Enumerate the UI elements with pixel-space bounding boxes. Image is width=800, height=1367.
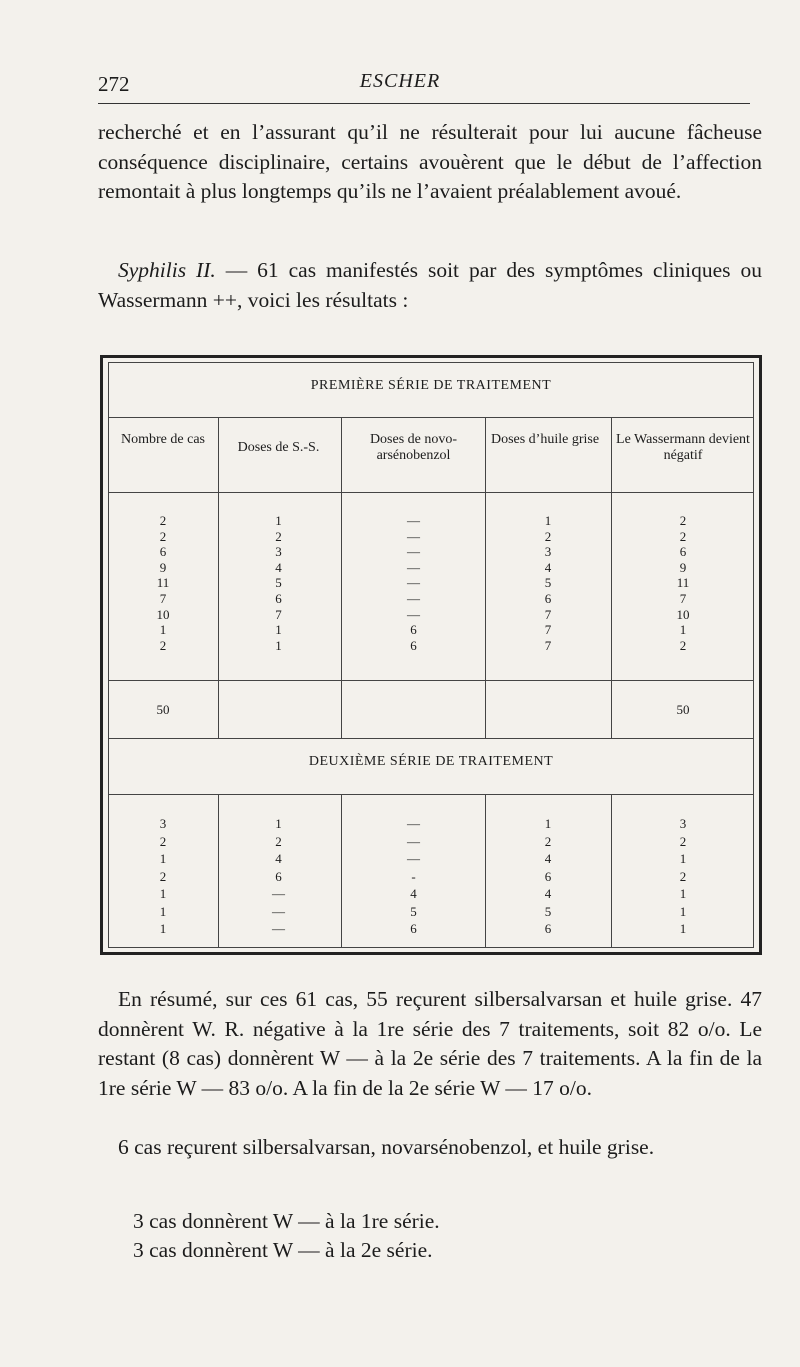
s2-ss: 2 xyxy=(275,833,282,849)
s1-ss: 1 xyxy=(275,622,282,638)
s2-col-ss xyxy=(221,815,336,938)
s2-novo: 6 xyxy=(410,921,417,936)
s2-ss: 1 xyxy=(275,816,282,831)
s2-nombre: 1 xyxy=(159,886,167,901)
s1-novo: — xyxy=(407,513,420,528)
s1-wass: 2 xyxy=(679,513,687,528)
s2-wass: 1 xyxy=(679,886,687,901)
s1-ss: 3 xyxy=(275,544,282,560)
total-nombre: 50 xyxy=(156,702,170,717)
s2-wass: 2 xyxy=(679,868,687,884)
paragraph-serie2: 3 cas donnèrent W — à la 2e série. xyxy=(133,1238,433,1262)
syphilis-heading: Syphilis II. xyxy=(118,258,216,282)
s2-divider-2 xyxy=(341,794,342,948)
s2-novo: 4 xyxy=(410,886,417,901)
s2-huile: 1 xyxy=(544,816,552,831)
s1-wass: 7 xyxy=(679,590,687,606)
rule-below-totals xyxy=(108,738,754,739)
s1-wass: 1 xyxy=(679,622,687,638)
s2-nombre: 3 xyxy=(159,816,167,831)
s2-col-novo xyxy=(346,815,481,938)
header-huile: Doses d’huile grise xyxy=(490,432,600,447)
rule-under-headers xyxy=(108,492,754,493)
s1-wass: 2 xyxy=(679,637,687,653)
s1-wass: 9 xyxy=(679,559,687,575)
s2-wass: 1 xyxy=(679,921,687,936)
s1-novo: — xyxy=(407,606,420,622)
results-table xyxy=(100,355,762,955)
header-rule xyxy=(98,103,750,104)
s1-huile: 5 xyxy=(544,575,552,591)
s1-ss: 5 xyxy=(275,575,282,591)
s1-nombre: 10 xyxy=(156,606,170,622)
s2-novo: — xyxy=(407,833,420,849)
s2-wass: 1 xyxy=(679,851,687,866)
s2-wass: 3 xyxy=(679,816,687,831)
total-wass: 50 xyxy=(676,702,690,717)
paragraph-syphilis xyxy=(98,256,762,315)
s1-ss: 6 xyxy=(275,590,282,606)
s2-novo: — xyxy=(407,851,420,866)
s1-col-ss xyxy=(221,513,336,653)
table-title-1: PREMIÈRE SÉRIE DE TRAITEMENT xyxy=(310,378,552,393)
s1-col-wass xyxy=(611,513,755,653)
rule-under-title2 xyxy=(108,794,754,795)
s1-nombre: 1 xyxy=(159,622,167,638)
s1-wass: 2 xyxy=(679,528,687,544)
s2-nombre: 1 xyxy=(159,921,167,936)
s1-ss: 2 xyxy=(275,528,282,544)
s2-col-huile xyxy=(485,815,611,938)
s1-huile: 7 xyxy=(544,637,552,653)
s2-nombre: 1 xyxy=(159,851,167,866)
s1-nombre: 9 xyxy=(159,559,167,575)
header-nombre: Nombre de cas xyxy=(121,432,205,447)
s2-col-wass xyxy=(611,815,755,938)
s2-divider-1 xyxy=(218,794,219,948)
s2-ss: 6 xyxy=(275,868,282,884)
s1-ss: 1 xyxy=(275,637,282,653)
s1-ss: 4 xyxy=(275,559,282,575)
running-title: ESCHER xyxy=(359,70,441,92)
s1-huile: 7 xyxy=(544,622,552,638)
s2-ss: 4 xyxy=(275,851,282,866)
s1-novo: 6 xyxy=(410,622,417,638)
s1-col-novo xyxy=(346,513,481,653)
table-title-2: DEUXIÈME SÉRIE DE TRAITEMENT xyxy=(308,754,554,769)
s1-wass: 10 xyxy=(676,606,690,622)
s2-huile: 2 xyxy=(544,833,552,849)
paragraph-six-cas: 6 cas reçurent silbersalvarsan, novarsénobenzol, et huile grise. xyxy=(118,1135,655,1159)
s1-novo: — xyxy=(407,575,420,591)
s2-huile: 6 xyxy=(544,921,552,936)
s1-huile: 2 xyxy=(544,528,552,544)
s1-col-nombre xyxy=(113,513,213,653)
s1-wass: 6 xyxy=(679,544,687,560)
paragraph-serie1: 3 cas donnèrent W — à la 1re série. xyxy=(133,1209,440,1233)
s1-huile: 4 xyxy=(544,559,552,575)
s1-huile: 3 xyxy=(544,544,552,560)
s2-nombre: 1 xyxy=(159,903,167,919)
s2-col-nombre xyxy=(113,815,213,938)
s1-novo: — xyxy=(407,559,420,575)
s2-ss: — xyxy=(272,886,285,901)
s2-huile: 5 xyxy=(544,903,552,919)
s1-nombre: 2 xyxy=(159,528,167,544)
s2-huile: 6 xyxy=(544,868,552,884)
s1-col-huile xyxy=(485,513,611,653)
s1-nombre: 6 xyxy=(159,544,167,560)
s1-nombre: 11 xyxy=(156,575,170,591)
s1-novo: — xyxy=(407,528,420,544)
s2-ss: — xyxy=(272,921,285,936)
s2-nombre: 2 xyxy=(159,833,167,849)
s1-nombre: 2 xyxy=(159,513,167,528)
rule-above-totals xyxy=(108,680,754,681)
s1-wass: 11 xyxy=(676,575,690,591)
s1-novo: 6 xyxy=(410,637,417,653)
col-divider-2 xyxy=(341,417,342,738)
s2-nombre: 2 xyxy=(159,868,167,884)
paragraph-intro: recherché et en l’assurant qu’il ne résulterait pour lui aucune fâcheuse conséquence disciplinaire, certains avouèrent que le début de l’affection remontait à plus longtemps qu’ils ne l’avaient préalablement avoué. xyxy=(98,120,762,203)
s1-huile: 1 xyxy=(544,513,552,528)
paragraph-resume: En résumé, sur ces 61 cas, 55 reçurent silbersalvarsan et huile grise. 47 donnèrent W. R. négative à la 1re série des 7 traitements, soit 82 o/o. Le restant (8 cas) donnèrent W — à la 2e série des 7 traitements. A la fin de la 1re série W — 83 o/o. A la fin de la 2e série W — 17 o/o. xyxy=(98,987,762,1100)
s1-nombre: 7 xyxy=(159,590,167,606)
s1-ss: 1 xyxy=(275,513,282,528)
header-ss: Doses de S.-S. xyxy=(237,440,320,455)
s1-novo: — xyxy=(407,590,420,606)
s1-novo: — xyxy=(407,544,420,560)
s2-huile: 4 xyxy=(544,886,552,901)
s1-nombre: 2 xyxy=(159,637,167,653)
col-divider-1 xyxy=(218,417,219,738)
s2-novo: 5 xyxy=(410,903,417,919)
s1-huile: 7 xyxy=(544,606,552,622)
s2-huile: 4 xyxy=(544,851,552,866)
header-novo: Doses de novo-arsénobenzol xyxy=(369,432,458,463)
page-number: 272 xyxy=(98,72,130,96)
rule-under-title1 xyxy=(108,417,754,418)
s2-ss: — xyxy=(272,903,285,919)
s2-novo: — xyxy=(407,816,420,831)
s2-wass: 1 xyxy=(679,903,687,919)
s2-wass: 2 xyxy=(679,833,687,849)
s1-huile: 6 xyxy=(544,590,552,606)
header-wass: Le Wassermann devient négatif xyxy=(616,432,750,463)
s2-novo: - xyxy=(411,868,416,884)
s1-ss: 7 xyxy=(275,606,282,622)
syphilis-text: — 61 cas manifestés soit par des symptômes cliniques ou Wassermann ++, voici les résultats : xyxy=(98,258,763,312)
